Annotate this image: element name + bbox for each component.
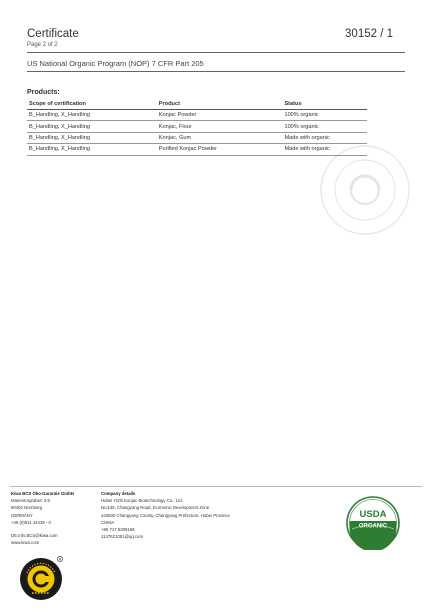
table-row (27, 132, 367, 143)
embossed-seal-watermark (318, 143, 412, 237)
program-divider (27, 71, 405, 72)
program-title: US National Organic Program (NOP) 7 CFR Part 205 (27, 59, 204, 68)
company-address-line-1: No.k35, Changyang Road, Economic Development Zone (101, 505, 210, 511)
svg-text:ORGANIC: ORGANIC (358, 523, 388, 530)
cell-status: Made with organic (282, 144, 367, 155)
issuer-city: 90402 Nürnberg (11, 505, 43, 511)
cell-status: Made with organic (282, 132, 367, 143)
certificate-number: 30152 / 1 (345, 28, 393, 40)
table-row (27, 144, 367, 155)
table-header-row (27, 99, 367, 110)
cell-status: 100% organic (282, 110, 367, 121)
cell-scope: B_Handling, X_Handling (27, 121, 157, 132)
cell-product: Konjac, Gum (157, 132, 283, 143)
issuer-email: DE.Info.BCS@kiwa.com (11, 533, 58, 539)
cell-status: 100% organic (282, 121, 367, 132)
certificate-title: Certificate (27, 28, 79, 40)
table-row (27, 110, 367, 121)
issuer-web: www.kiwa.com (11, 540, 40, 546)
cell-scope: B_Handling, X_Handling (27, 132, 157, 143)
company-phone: +86 717 5308168 (101, 527, 135, 533)
usda-organic-seal (346, 496, 400, 550)
svg-text:R: R (58, 557, 62, 562)
products-table (27, 99, 367, 156)
page-indicator: Page 2 of 2 (27, 42, 58, 48)
issuer-details (11, 490, 101, 546)
footer-divider (10, 486, 422, 487)
issuer-country: GERMANY (11, 512, 33, 518)
company-heading: Company details (101, 491, 136, 496)
cell-scope: B_Handling, X_Handling (27, 144, 157, 155)
company-name: Hubei YiZhi Konjac Biotechnology Co., Ltd. (101, 498, 183, 504)
header-divider (27, 52, 405, 53)
issuer-street: Marientorgraben 3-5 (11, 498, 50, 504)
table-row (27, 121, 367, 132)
issuer-phone: +49 (0)911 42439 - 0 (11, 519, 51, 525)
issuer-name: Kiwa BCS Öko-Garantie GmbH (11, 491, 74, 496)
company-email: 1147621051@qq.com (101, 534, 144, 540)
company-country: CHINA (101, 519, 115, 525)
cell-product: Purified Konjac Powder (157, 144, 283, 155)
company-details (101, 490, 281, 540)
cell-scope: B_Handling, X_Handling (27, 110, 157, 121)
company-address-line-2: 443500 Changyang County, Changyang Prefecture, Hubei Province (101, 512, 230, 518)
column-header-scope: Scope of certification (27, 99, 157, 110)
cell-product: Konjac Powder (157, 110, 283, 121)
svg-text:USDA: USDA (359, 509, 387, 520)
products-heading: Products: (27, 89, 60, 96)
column-header-product: Product (157, 99, 283, 110)
oeko-garantie-logo (18, 554, 64, 602)
column-header-status: Status (282, 99, 367, 110)
cell-product: Konjac, Flour (157, 121, 283, 132)
